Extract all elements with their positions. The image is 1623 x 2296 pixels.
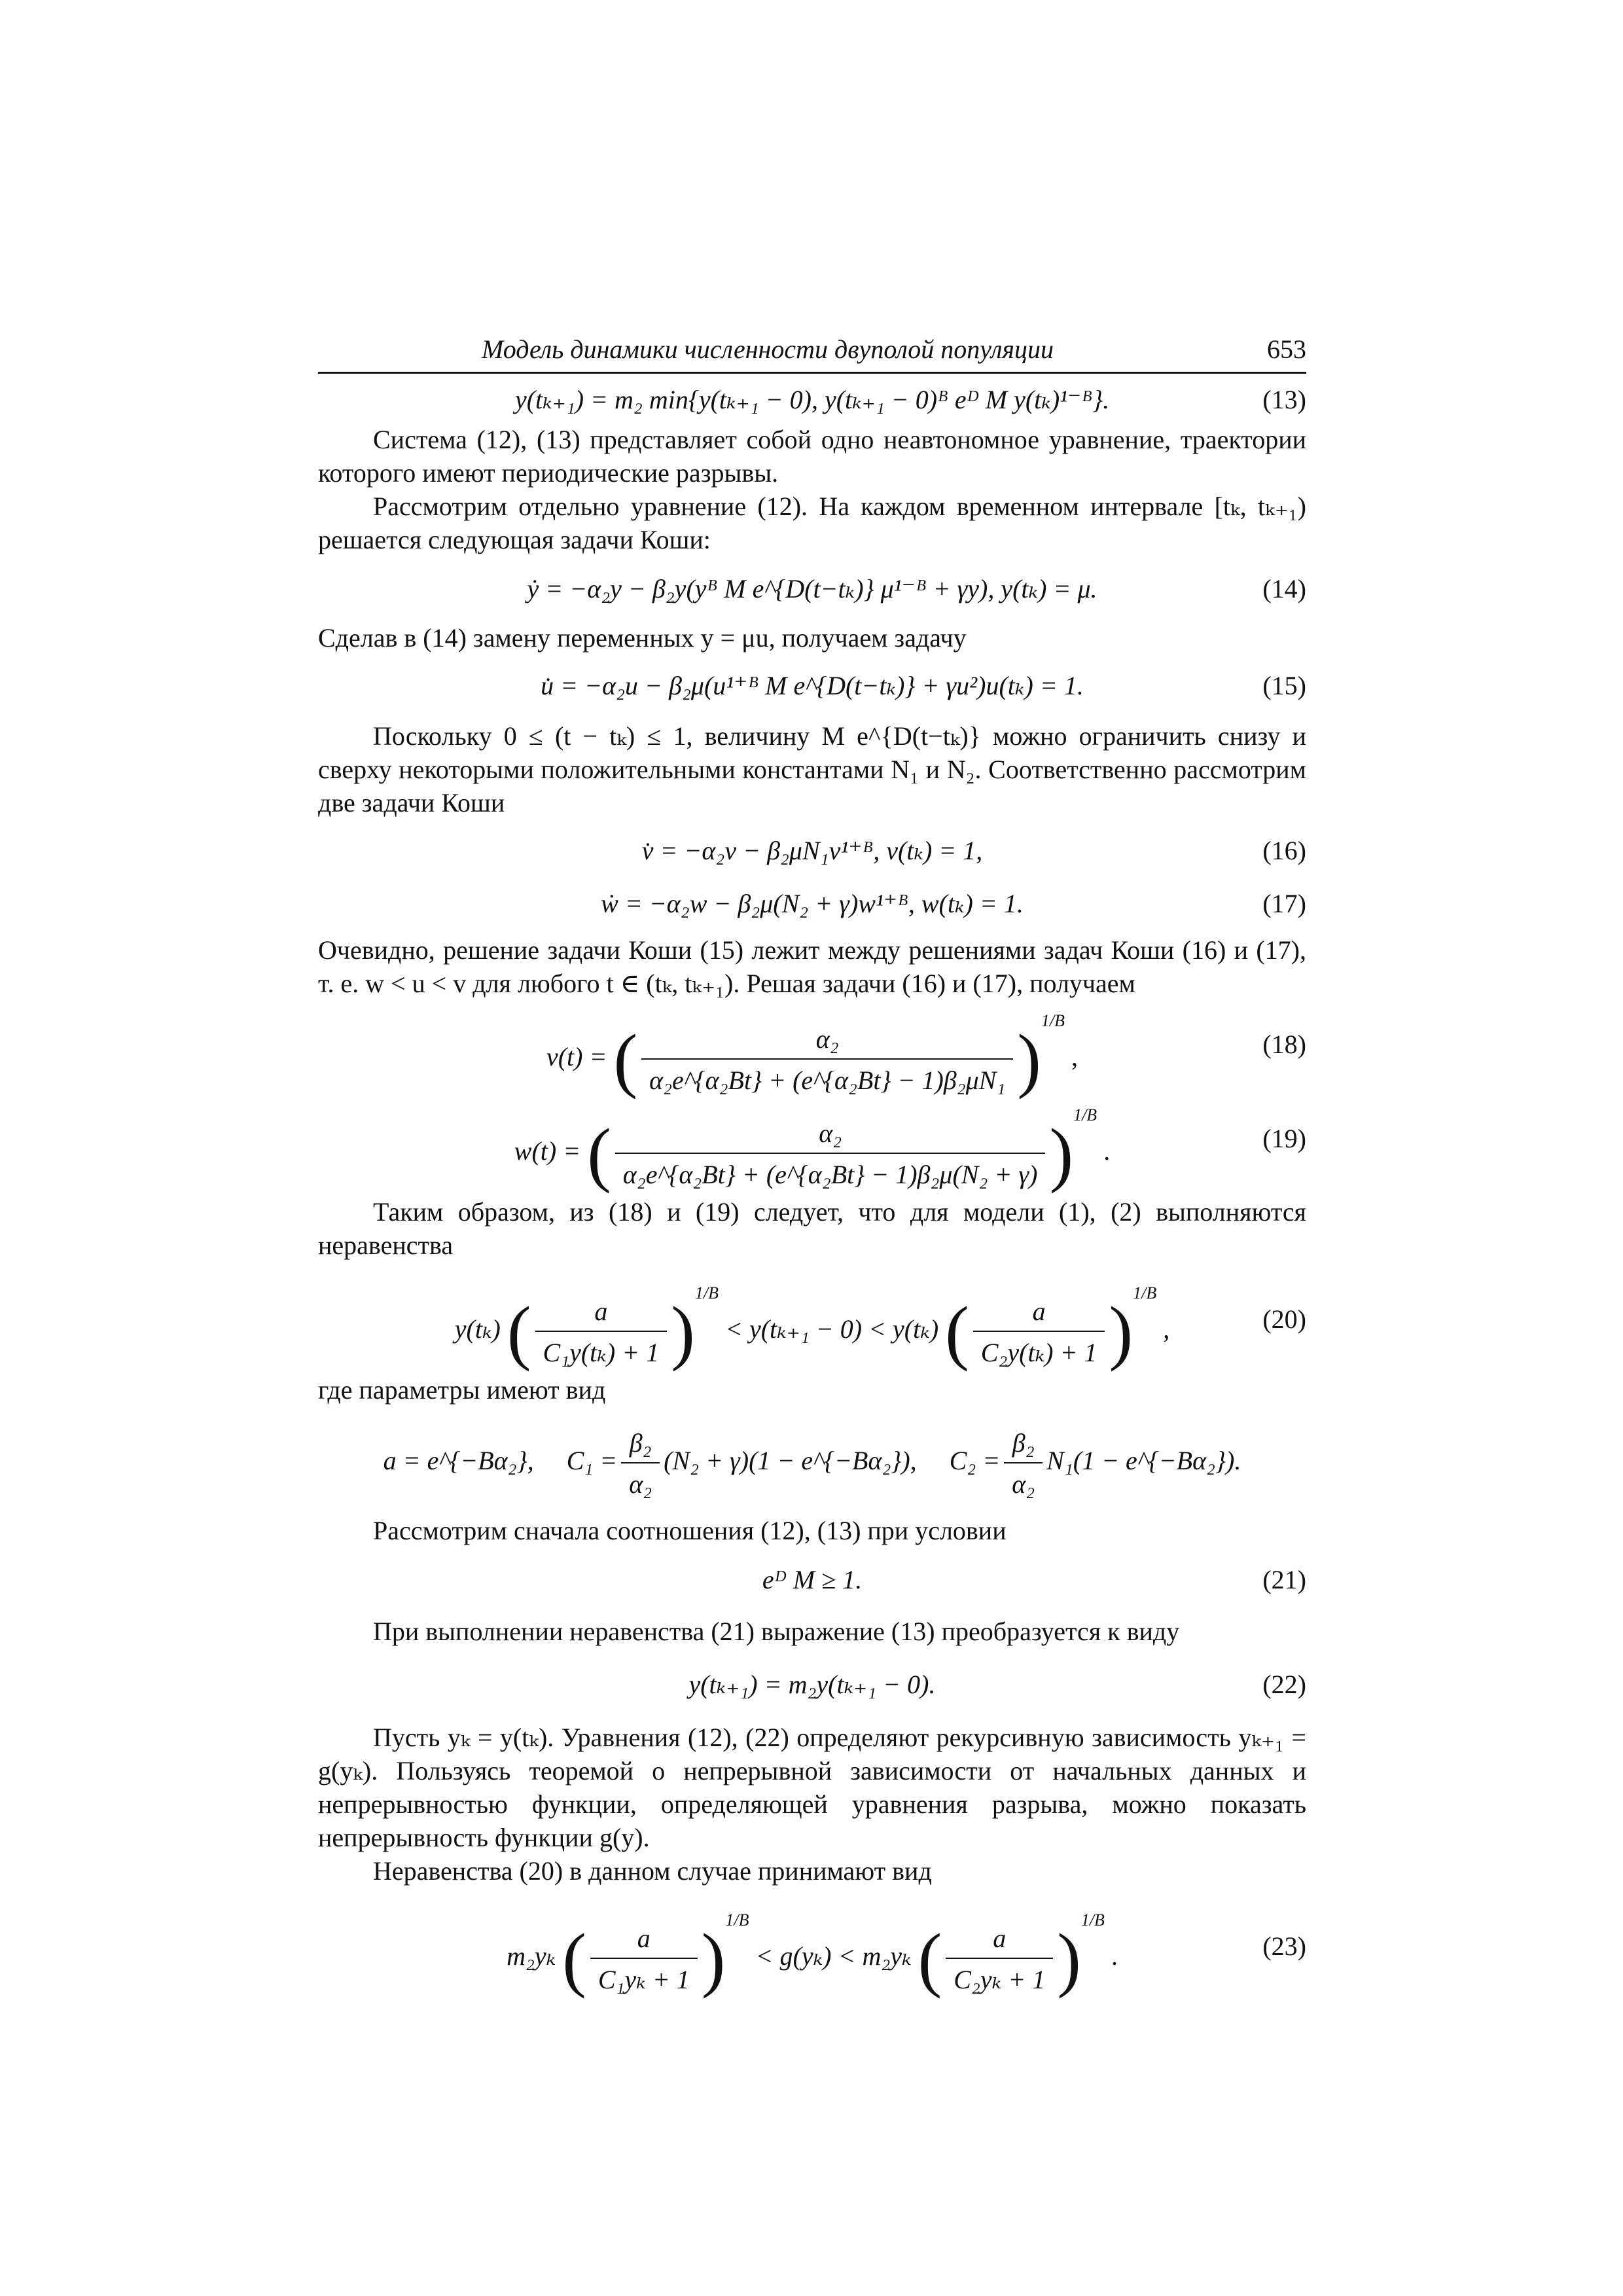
- equation-18-body: [318, 1004, 1306, 1100]
- equation-14-body: ẏ = −α₂y − β₂y(yᴮ M e^{D(t−tₖ)} μ¹⁻ᴮ + γy), y(tₖ) = μ.: [527, 574, 1097, 603]
- paragraph-5: Очевидно, решение задачи Коши (15) лежит между решениями задач Коши (16) и (17), т. е. w < u < v для любого t ∈ (tₖ, tₖ₊₁). Решая задачи (16) и (17), получаем: [318, 935, 1306, 998]
- equation-13: [318, 383, 1306, 416]
- left-paren: (: [587, 1113, 611, 1194]
- param-c2-fraction: [1004, 1426, 1043, 1501]
- equation-20-exponent-2: 1/B: [1133, 1283, 1157, 1302]
- param-c2-lhs: C₂ =: [949, 1446, 1001, 1476]
- right-paren: ): [1049, 1113, 1074, 1194]
- equation-23-numerator-1: a: [637, 1923, 651, 1953]
- equation-20-numerator-1: a: [594, 1296, 608, 1326]
- equation-19-numerator: α₂: [819, 1118, 842, 1148]
- equation-19-fraction: [615, 1117, 1046, 1191]
- equation-parameters: [318, 1426, 1306, 1505]
- param-a: a = e^{−Bα₂},: [383, 1446, 534, 1476]
- equation-19-body: [318, 1098, 1306, 1194]
- paragraph-8: Рассмотрим сначала соотношения (12), (13) при условии: [373, 1516, 1007, 1545]
- equation-23: [318, 1903, 1306, 1999]
- equation-14-number: (14): [1262, 574, 1306, 603]
- equation-23-denominator-1: C₁yₖ + 1: [590, 1958, 698, 1996]
- equation-17-body: ẇ = −α₂w − β₂μ(N₂ + γ)w¹⁺ᴮ, w(tₖ) = 1.: [601, 889, 1024, 918]
- running-title: Модель динамики численности двуполой популяции: [482, 334, 1054, 364]
- equation-20: [318, 1276, 1306, 1372]
- equation-18-exponent: 1/B: [1041, 1011, 1065, 1030]
- equation-19-denominator: α₂e^{α₂Bt} + (e^{α₂Bt} − 1)β₂μ(N₂ + γ): [615, 1153, 1046, 1191]
- equation-17: [318, 887, 1306, 920]
- equation-21-body: eᴰ M ≥ 1.: [762, 1565, 863, 1594]
- equation-14: [318, 572, 1306, 605]
- equation-13-body: y(tₖ₊₁) = m₂ min{y(tₖ₊₁ − 0), y(tₖ₊₁ − 0)ᴮ eᴰ M y(tₖ)¹⁻ᴮ}.: [514, 385, 1110, 414]
- right-paren: ): [1017, 1019, 1041, 1100]
- equation-21: [318, 1563, 1306, 1596]
- right-paren: ): [671, 1291, 695, 1372]
- equation-20-fraction-2: [973, 1295, 1105, 1369]
- right-paren: ): [1057, 1918, 1081, 1999]
- equation-22-body: y(tₖ₊₁) = m₂y(tₖ₊₁ − 0).: [688, 1670, 936, 1699]
- equation-18-number: (18): [1262, 1030, 1306, 1059]
- param-c1-denominator: α₂: [621, 1462, 660, 1501]
- param-c1-fraction: [621, 1426, 660, 1501]
- paragraph-7: где параметры имеют вид: [318, 1375, 606, 1405]
- equation-20-exponent-1: 1/B: [694, 1283, 719, 1302]
- param-c1-rhs: (N₂ + γ)(1 − e^{−Bα₂}),: [664, 1446, 917, 1476]
- equation-20-numerator-2: a: [1032, 1296, 1046, 1326]
- equation-15-number: (15): [1262, 671, 1306, 700]
- paragraph-2: Рассмотрим отдельно уравнение (12). На каждом временном интервале [tₖ, tₖ₊₁) решается следующая задачи Коши:: [318, 492, 1306, 554]
- paragraph-9: При выполнении неравенства (21) выражение (13) преобразуется к виду: [373, 1617, 1180, 1646]
- equation-23-exponent-2: 1/B: [1080, 1910, 1105, 1929]
- equation-20-body: [318, 1276, 1306, 1372]
- right-paren: ): [701, 1918, 726, 1999]
- equation-23-number: (23): [1262, 1931, 1306, 1961]
- left-paren: (: [562, 1918, 586, 1999]
- equation-16: [318, 834, 1306, 867]
- paragraph-10: Пусть yₖ = y(tₖ). Уравнения (12), (22) определяют рекурсивную зависимость yₖ₊₁ = g(yₖ). Пользуясь теоремой о непрерывной зависимости от начальных данных и непрерывностью функции, определяющей уравнения разрыва, можно показать непрерывность функции g(y).: [318, 1723, 1306, 1852]
- left-paren: (: [945, 1291, 969, 1372]
- equation-16-body: v̇ = −α₂v − β₂μN₁v¹⁺ᴮ, v(tₖ) = 1,: [641, 836, 983, 865]
- equation-15: [318, 669, 1306, 702]
- equation-22: [318, 1668, 1306, 1701]
- equation-20-denominator-1: C₁y(tₖ) + 1: [535, 1331, 668, 1369]
- equation-23-denominator-2: C₂yₖ + 1: [946, 1958, 1053, 1996]
- equation-23-tail: .: [1111, 1941, 1118, 1971]
- param-c2-rhs: N₁(1 − e^{−Bα₂}).: [1046, 1446, 1241, 1476]
- param-c1-numerator: β₂: [629, 1428, 652, 1458]
- param-c2-numerator: β₂: [1012, 1428, 1035, 1458]
- equation-19-exponent: 1/B: [1073, 1105, 1097, 1124]
- equation-13-number: (13): [1262, 385, 1306, 414]
- page: [318, 327, 1306, 1999]
- left-paren: (: [507, 1291, 531, 1372]
- equation-17-number: (17): [1262, 889, 1306, 918]
- equation-23-middle: < g(yₖ) < m₂yₖ: [755, 1941, 912, 1971]
- equation-18-fraction: [641, 1022, 1013, 1097]
- equation-20-fraction-1: [535, 1295, 668, 1369]
- equation-23-lhs: m₂yₖ: [507, 1941, 556, 1971]
- equation-18-numerator: α₂: [815, 1024, 839, 1054]
- equation-16-number: (16): [1262, 836, 1306, 865]
- equation-21-number: (21): [1262, 1565, 1306, 1594]
- paragraph-3: Сделав в (14) замену переменных y = μu, получаем задачу: [318, 623, 967, 653]
- paragraph-1: Система (12), (13) представляет собой одно неавтономное уравнение, траектории которого имеют периодические разрывы.: [318, 425, 1306, 488]
- equation-23-fraction-2: [946, 1922, 1053, 1996]
- equation-20-tail: ,: [1163, 1314, 1170, 1344]
- paragraph-6: Таким образом, из (18) и (19) следует, что для модели (1), (2) выполняются неравенства: [318, 1197, 1306, 1260]
- left-paren: (: [918, 1918, 942, 1999]
- left-paren: (: [613, 1019, 638, 1100]
- equation-18: [318, 1004, 1306, 1100]
- equation-19-tail: .: [1103, 1136, 1111, 1166]
- equation-23-body: [318, 1903, 1306, 1999]
- equation-18-tail: ,: [1071, 1042, 1079, 1071]
- param-c2-denominator: α₂: [1004, 1462, 1043, 1501]
- right-paren: ): [1109, 1291, 1133, 1372]
- equation-20-denominator-2: C₂y(tₖ) + 1: [973, 1331, 1105, 1369]
- equation-19-number: (19): [1262, 1124, 1306, 1153]
- paragraph-11: Неравенства (20) в данном случае принимают вид: [373, 1856, 932, 1886]
- paragraph-4: Поскольку 0 ≤ (t − tₖ) ≤ 1, величину M e^{D(t−tₖ)} можно ограничить снизу и сверху некоторыми положительными константами N₁ и N₂. Соответственно рассмотрим две задачи Коши: [318, 721, 1306, 817]
- equation-20-middle: < y(tₖ₊₁ − 0) < y(tₖ): [724, 1314, 939, 1344]
- equation-parameters-body: [318, 1426, 1306, 1501]
- page-number: 653: [1267, 334, 1306, 364]
- equation-23-numerator-2: a: [993, 1923, 1007, 1953]
- param-c1-lhs: C₁ =: [566, 1446, 618, 1476]
- equation-23-exponent-1: 1/B: [725, 1910, 749, 1929]
- equation-15-body: u̇ = −α₂u − β₂μ(u¹⁺ᴮ M e^{D(t−tₖ)} + γu²)u(tₖ) = 1.: [541, 671, 1084, 700]
- equation-20-number: (20): [1262, 1304, 1306, 1334]
- equation-19: [318, 1098, 1306, 1194]
- running-header: [318, 327, 1306, 374]
- equation-23-fraction-1: [590, 1922, 698, 1996]
- equation-18-lhs: v(t) =: [546, 1042, 607, 1071]
- equation-22-number: (22): [1262, 1670, 1306, 1699]
- equation-20-lhs: y(tₖ): [454, 1314, 501, 1344]
- equation-19-lhs: w(t) =: [514, 1136, 581, 1166]
- equation-18-denominator: α₂e^{α₂Bt} + (e^{α₂Bt} − 1)β₂μN₁: [641, 1058, 1013, 1097]
